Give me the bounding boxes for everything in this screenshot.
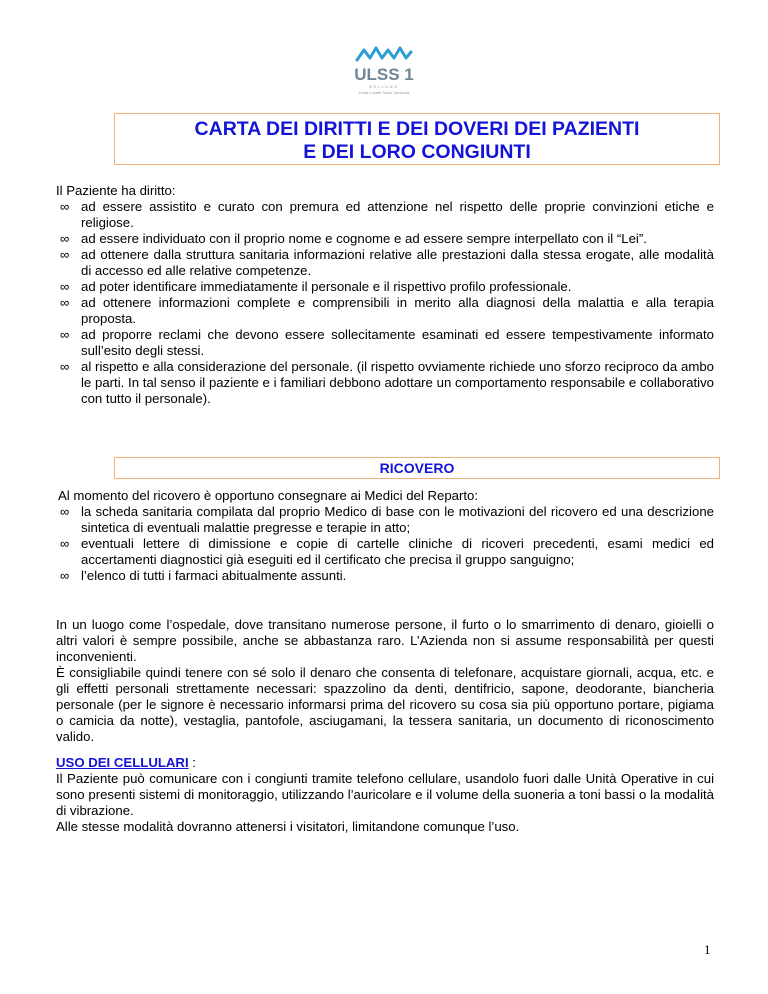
list-item-text: ad ottenere dalla struttura sanitaria informazioni relative alle prestazioni dalla stessa erogate, alle modalità di accesso ed alle relative competenze. bbox=[81, 247, 714, 278]
list-item bbox=[56, 504, 714, 536]
ulss-logo bbox=[354, 44, 414, 100]
list-item-text: ad poter identificare immediatamente il personale e il rispettivo profilo professionale. bbox=[81, 279, 572, 294]
rights-intro: Il Paziente ha diritto: bbox=[56, 183, 176, 198]
bullet-icon: ∞ bbox=[60, 199, 70, 214]
list-item bbox=[56, 199, 714, 231]
list-item bbox=[56, 536, 714, 568]
list-item bbox=[56, 327, 714, 359]
title-line-1: CARTA DEI DIRITTI E DEI DOVERI DEI PAZIENTI bbox=[194, 118, 640, 140]
bullet-icon: ∞ bbox=[60, 359, 70, 374]
bullet-icon: ∞ bbox=[60, 327, 70, 342]
rights-list bbox=[56, 199, 714, 407]
list-item-text: ad essere assistito e curato con premura ed attenzione nel rispetto delle proprie convinzioni etiche e religiose. bbox=[81, 199, 714, 230]
logo-subtitle: BELLUNO bbox=[369, 84, 399, 89]
list-item-text: ad proporre reclami che devono essere sollecitamente esaminati ed essere tempestivamente informato sull’esito degli stessi. bbox=[81, 327, 714, 358]
list-item-text: ad essere individuato con il proprio nome e cognome e ad essere sempre interpellato con il “Lei”. bbox=[81, 231, 647, 246]
ricovero-list bbox=[56, 504, 714, 584]
list-item bbox=[56, 568, 714, 584]
ricovero-heading: RICOVERO bbox=[114, 457, 720, 479]
list-item bbox=[56, 231, 714, 247]
page-number: 1 bbox=[704, 942, 711, 957]
cellulari-heading bbox=[56, 755, 196, 771]
bullet-icon: ∞ bbox=[60, 231, 70, 246]
list-item bbox=[56, 295, 714, 327]
bullet-icon: ∞ bbox=[60, 504, 70, 519]
list-item bbox=[56, 247, 714, 279]
list-item-text: al rispetto e alla considerazione del personale. (il rispetto ovviamente richiede uno sforzo reciproco da ambo le parti. In tal senso il paziente e i familiari debbono adottare un comportamento responsabile e collaborativo con tutto il personale). bbox=[81, 359, 714, 406]
document-title bbox=[114, 113, 720, 165]
bullet-icon: ∞ bbox=[60, 279, 70, 294]
logo-name: ULSS 1 bbox=[354, 65, 414, 84]
bullet-icon: ∞ bbox=[60, 568, 70, 583]
bullet-icon: ∞ bbox=[60, 536, 70, 551]
personal-items-paragraph: È consigliabile quindi tenere con sé solo il denaro che consenta di telefonare, acquistare giornali, acqua, etc. e gli effetti personali strettamente necessari: spazzolino da denti, dentifricio, sapone, deodorante, biancheria personale (per le signore è necessario informarsi prima del ricovero su cosa sia più opportuno portare, pigiama o camicia da notte), vestaglia, pantofole, asciugamani, la tessera sanitaria, un documento di riconoscimento valido. bbox=[56, 665, 714, 744]
list-item-text: l’elenco di tutti i farmaci abitualmente assunti. bbox=[81, 568, 347, 583]
list-item-text: ad ottenere informazioni complete e comprensibili in merito alla diagnosi della malattia e alla terapia proposta. bbox=[81, 295, 714, 326]
cellulari-heading-suffix: : bbox=[188, 755, 196, 770]
visitors-paragraph: Alle stesse modalità dovranno attenersi i visitatori, limitandone comunque l’uso. bbox=[56, 819, 520, 834]
list-item-text: eventuali lettere di dimissione e copie di cartelle cliniche di ricoveri precedenti, esami medici ed accertamenti diagnostici già eseguiti ed il certificato che precisa il gruppo sanguigno; bbox=[81, 536, 714, 567]
ricovero-intro: Al momento del ricovero è opportuno consegnare ai Medici del Reparto: bbox=[58, 488, 479, 503]
mountain-wave-icon bbox=[354, 44, 414, 66]
bullet-icon: ∞ bbox=[60, 247, 70, 262]
valuables-paragraph: In un luogo come l’ospedale, dove transitano numerose persone, il furto o lo smarrimento di denaro, gioielli o altri valori è sempre possibile, anche se abbastanza raro. L’Azienda non si assume responsabilità per questi inconvenienti. bbox=[56, 617, 714, 664]
title-line-2: E DEI LORO CONGIUNTI bbox=[303, 141, 531, 163]
list-item bbox=[56, 359, 714, 407]
cellulari-heading-text: USO DEI CELLULARI bbox=[56, 755, 189, 770]
list-item-text: la scheda sanitaria compilata dal proprio Medico di base con le motivazioni del ricovero ed una descrizione sintetica di eventuali malattie pregresse e terapie in atto; bbox=[81, 504, 714, 535]
logo-tagline: Unità Locale Socio Sanitaria bbox=[358, 90, 410, 95]
list-item bbox=[56, 279, 714, 295]
cellulari-paragraph: Il Paziente può comunicare con i congiunti tramite telefono cellulare, usandolo fuori dalle Unità Operative in cui sono presenti sistemi di monitoraggio, utilizzando l’auricolare e il volume della suoneria a toni bassi o la modalità di vibrazione. bbox=[56, 771, 714, 818]
bullet-icon: ∞ bbox=[60, 295, 70, 310]
